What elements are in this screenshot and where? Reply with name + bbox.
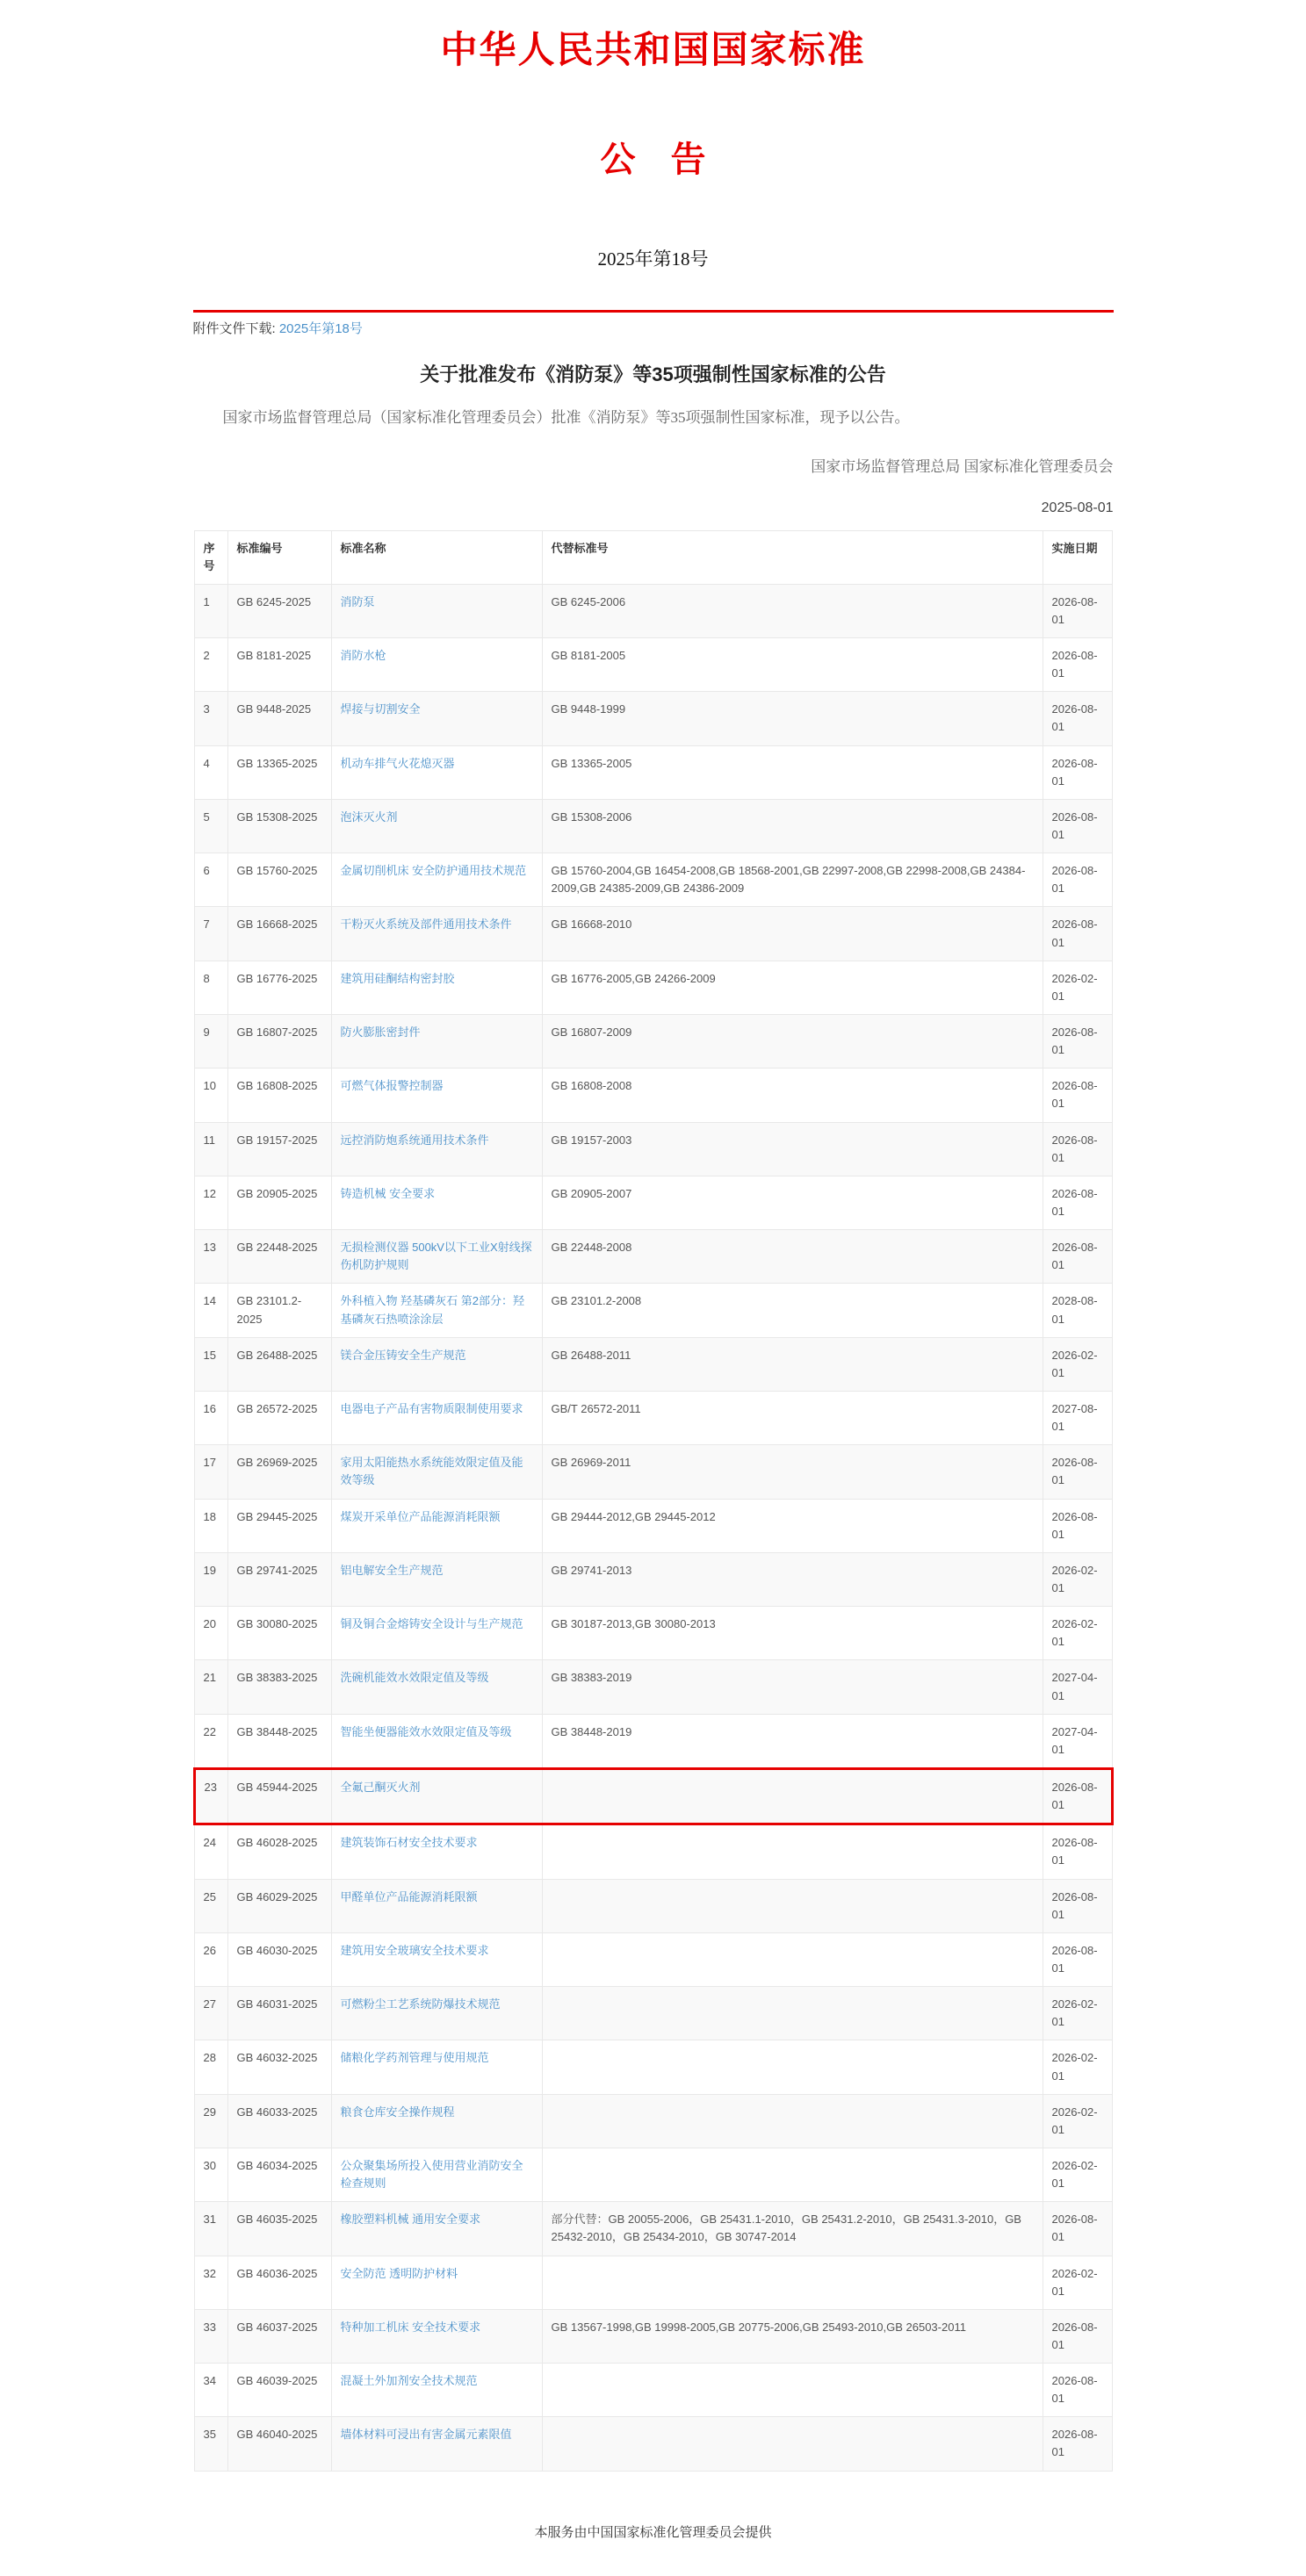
cell-seq: 32 <box>194 2256 227 2309</box>
table-row <box>194 1337 1112 1391</box>
cell-replaces: GB 8181-2005 <box>542 638 1043 692</box>
cell-date: 2026-02-01 <box>1043 2094 1112 2148</box>
cell-code: GB 46031-2025 <box>227 1987 331 2040</box>
cell-replaces: GB 15308-2006 <box>542 799 1043 853</box>
content-container <box>193 21 1114 2541</box>
table-row <box>194 1445 1112 1499</box>
table-row <box>194 961 1112 1014</box>
cell-seq: 4 <box>194 745 227 799</box>
cell-date: 2026-08-01 <box>1043 584 1112 637</box>
cell-seq: 6 <box>194 853 227 907</box>
cell-seq: 26 <box>194 1932 227 1986</box>
cell-seq: 9 <box>194 1015 227 1069</box>
cell-name <box>331 1552 542 1606</box>
cell-name <box>331 1015 542 1069</box>
table-row <box>194 638 1112 692</box>
standard-name-link[interactable]: 外科植入物 羟基磷灰石 第2部分：羟基磷灰石热喷涂涂层 <box>340 1294 524 1326</box>
cell-code: GB 38383-2025 <box>227 1660 331 1714</box>
standard-name-link[interactable]: 远控消防炮系统通用技术条件 <box>340 1133 489 1147</box>
table-row <box>194 1176 1112 1229</box>
cell-name <box>331 1122 542 1176</box>
cell-replaces: GB 13567-1998,GB 19998-2005,GB 20775-2006,GB 25493-2010,GB 26503-2011 <box>542 2309 1043 2363</box>
cell-date: 2026-08-01 <box>1043 1176 1112 1229</box>
cell-date: 2026-08-01 <box>1043 2202 1112 2256</box>
cell-code: GB 23101.2-2025 <box>227 1284 331 1337</box>
table-row <box>194 2040 1112 2094</box>
cell-date: 2026-02-01 <box>1043 1607 1112 1660</box>
cell-code: GB 15308-2025 <box>227 799 331 853</box>
cell-code: GB 6245-2025 <box>227 584 331 637</box>
standard-name-link[interactable]: 橡胶塑料机械 通用安全要求 <box>340 2213 481 2227</box>
cell-replaces: GB 16807-2009 <box>542 1015 1043 1069</box>
cell-date: 2026-08-01 <box>1043 1499 1112 1552</box>
cell-name <box>331 1824 542 1879</box>
cell-seq: 11 <box>194 1122 227 1176</box>
cell-code: GB 46037-2025 <box>227 2309 331 2363</box>
cell-replaces: 部分代替：GB 20055-2006，GB 25431.1-2010，GB 25431.2-2010，GB 25431.3-2010，GB 25432-2010，GB 25434-2010，GB 30747-2014 <box>542 2202 1043 2256</box>
table-row <box>194 584 1112 637</box>
cell-date: 2028-08-01 <box>1043 1284 1112 1337</box>
header-seq: 序号 <box>194 530 227 584</box>
cell-replaces <box>542 1879 1043 1932</box>
cell-replaces <box>542 1932 1043 1986</box>
standards-table-body <box>194 584 1112 2471</box>
cell-replaces <box>542 2094 1043 2148</box>
cell-code: GB 45944-2025 <box>227 1768 331 1824</box>
attachment-row <box>193 319 1114 337</box>
cell-name <box>331 1445 542 1499</box>
cell-name <box>331 1768 542 1824</box>
standard-name-link[interactable]: 可燃粉尘工艺系统防爆技术规范 <box>340 1997 501 2011</box>
table-row <box>194 2256 1112 2309</box>
standard-name-link[interactable]: 粮食仓库安全操作规程 <box>340 2105 455 2119</box>
cell-date: 2026-02-01 <box>1043 1337 1112 1391</box>
cell-seq: 33 <box>194 2309 227 2363</box>
cell-name <box>331 1932 542 1986</box>
cell-name <box>331 2417 542 2471</box>
cell-seq: 16 <box>194 1392 227 1445</box>
cell-code: GB 22448-2025 <box>227 1230 331 1284</box>
issue-number: 2025年第18号 <box>597 248 709 270</box>
cell-name <box>331 1176 542 1229</box>
cell-seq: 21 <box>194 1660 227 1714</box>
cell-date: 2026-08-01 <box>1043 1824 1112 1879</box>
cell-name <box>331 907 542 961</box>
standard-name-link[interactable]: 墙体材料可浸出有害金属元素限值 <box>340 2428 512 2442</box>
cell-name <box>331 1230 542 1284</box>
cell-seq: 19 <box>194 1552 227 1606</box>
cell-seq: 22 <box>194 1714 227 1768</box>
cell-date: 2026-08-01 <box>1043 2417 1112 2471</box>
cell-code: GB 8181-2025 <box>227 638 331 692</box>
standard-name-link[interactable]: 焊接与切割安全 <box>340 702 421 716</box>
table-row <box>194 1824 1112 1879</box>
cell-name <box>331 2094 542 2148</box>
standard-name-link[interactable]: 建筑用安全玻璃安全技术要求 <box>340 1943 489 1957</box>
cell-seq: 29 <box>194 2094 227 2148</box>
table-row <box>194 1879 1112 1932</box>
cell-seq: 12 <box>194 1176 227 1229</box>
cell-replaces: GB 38448-2019 <box>542 1714 1043 1768</box>
cell-code: GB 30080-2025 <box>227 1607 331 1660</box>
cell-name <box>331 692 542 745</box>
table-row <box>194 692 1112 745</box>
table-row <box>194 1230 1112 1284</box>
cell-code: GB 46030-2025 <box>227 1932 331 1986</box>
cell-name <box>331 1499 542 1552</box>
cell-code: GB 46036-2025 <box>227 2256 331 2309</box>
cell-seq: 10 <box>194 1069 227 1122</box>
standard-name-link[interactable]: 消防水枪 <box>340 649 386 663</box>
cell-date: 2026-08-01 <box>1043 692 1112 745</box>
standards-table <box>193 530 1114 2472</box>
table-row <box>194 1122 1112 1176</box>
cell-replaces <box>542 2148 1043 2201</box>
table-row <box>194 1607 1112 1660</box>
cell-replaces <box>542 1824 1043 1879</box>
standard-name-link[interactable]: 无损检测仪器 500kV以下工业X射线探伤机防护规则 <box>340 1241 532 1272</box>
cell-code: GB 16808-2025 <box>227 1069 331 1122</box>
cell-replaces: GB 29444-2012,GB 29445-2012 <box>542 1499 1043 1552</box>
table-row <box>194 1768 1112 1824</box>
cell-seq: 24 <box>194 1824 227 1879</box>
cell-seq: 8 <box>194 961 227 1014</box>
cell-replaces: GB 19157-2003 <box>542 1122 1043 1176</box>
cell-code: GB 46029-2025 <box>227 1879 331 1932</box>
cell-date: 2026-08-01 <box>1043 1879 1112 1932</box>
cell-seq: 25 <box>194 1879 227 1932</box>
notice-title: 关于批准发布《消防泵》等35项强制性国家标准的公告 <box>420 363 886 385</box>
table-header-row <box>194 530 1112 584</box>
attachment-link[interactable]: 2025年第18号 <box>278 321 363 336</box>
standard-name-link[interactable]: 公众聚集场所投入使用营业消防安全检查规则 <box>340 2158 523 2191</box>
cell-date: 2026-08-01 <box>1043 1015 1112 1069</box>
standard-name-link[interactable]: 铜及铜合金熔铸安全设计与生产规范 <box>340 1617 523 1631</box>
cell-name <box>331 2148 542 2201</box>
cell-date: 2026-02-01 <box>1043 1552 1112 1606</box>
standard-name-link[interactable]: 镁合金压铸安全生产规范 <box>340 1348 466 1362</box>
cell-replaces: GB 23101.2-2008 <box>542 1284 1043 1337</box>
table-row <box>194 907 1112 961</box>
cell-replaces <box>542 2364 1043 2417</box>
cell-code: GB 9448-2025 <box>227 692 331 745</box>
cell-name <box>331 2309 542 2363</box>
cell-name <box>331 1879 542 1932</box>
cell-name <box>331 638 542 692</box>
cell-code: GB 26969-2025 <box>227 1445 331 1499</box>
standard-name-link[interactable]: 建筑用硅酮结构密封胶 <box>340 971 455 985</box>
cell-replaces: GB 29741-2013 <box>542 1552 1043 1606</box>
cell-seq: 30 <box>194 2148 227 2201</box>
cell-name <box>331 1337 542 1391</box>
header-name: 标准名称 <box>331 530 542 584</box>
cell-seq: 31 <box>194 2202 227 2256</box>
cell-seq: 34 <box>194 2364 227 2417</box>
table-row <box>194 2309 1112 2363</box>
cell-code: GB 26572-2025 <box>227 1392 331 1445</box>
cell-name <box>331 745 542 799</box>
cell-name <box>331 1069 542 1122</box>
cell-date: 2026-08-01 <box>1043 1069 1112 1122</box>
cell-replaces <box>542 1768 1043 1824</box>
cell-replaces: GB/T 26572-2011 <box>542 1392 1043 1445</box>
table-row <box>194 745 1112 799</box>
footer-text: 本服务由中国国家标准化管理委员会提供 <box>534 2524 772 2540</box>
standard-name-link[interactable]: 可燃气体报警控制器 <box>340 1079 444 1093</box>
standard-name-link[interactable]: 金属切削机床 安全防护通用技术规范 <box>340 864 527 878</box>
table-row <box>194 2417 1112 2471</box>
cell-name <box>331 2040 542 2094</box>
table-row <box>194 1284 1112 1337</box>
cell-replaces: GB 6245-2006 <box>542 584 1043 637</box>
table-row <box>194 2364 1112 2417</box>
standard-name-link[interactable]: 防火膨胀密封件 <box>340 1025 421 1040</box>
standard-name-link[interactable]: 安全防范 透明防护材料 <box>340 2266 458 2280</box>
cell-replaces <box>542 2040 1043 2094</box>
cell-date: 2026-08-01 <box>1043 799 1112 853</box>
cell-seq: 15 <box>194 1337 227 1391</box>
standard-name-link[interactable]: 家用太阳能热水系统能效限定值及能效等级 <box>340 1456 523 1487</box>
table-row <box>194 853 1112 907</box>
cell-seq: 28 <box>194 2040 227 2094</box>
standard-name-link[interactable]: 全氟己酮灭火剂 <box>340 1780 421 1794</box>
cell-date: 2026-08-01 <box>1043 745 1112 799</box>
cell-seq: 23 <box>194 1768 227 1824</box>
standard-name-link[interactable]: 机动车排气火花熄灭器 <box>340 756 455 770</box>
header-replaces: 代替标准号 <box>542 530 1043 584</box>
cell-name <box>331 1987 542 2040</box>
header-date: 实施日期 <box>1043 530 1112 584</box>
cell-date: 2027-04-01 <box>1043 1714 1112 1768</box>
standard-name-link[interactable]: 电器电子产品有害物质限制使用要求 <box>340 1402 523 1415</box>
cell-code: GB 15760-2025 <box>227 853 331 907</box>
standard-name-link[interactable]: 煤炭开采单位产品能源消耗限额 <box>340 1509 501 1523</box>
cell-replaces: GB 15760-2004,GB 16454-2008,GB 18568-2001,GB 22997-2008,GB 22998-2008,GB 24384-2009,GB 24385-2009,GB 24386-2009 <box>542 853 1043 907</box>
cell-seq: 1 <box>194 584 227 637</box>
standard-name-link[interactable]: 智能坐便器能效水效限定值及等级 <box>340 1724 512 1738</box>
standard-name-link[interactable]: 储粮化学药剂管理与使用规范 <box>340 2051 489 2065</box>
cell-date: 2026-08-01 <box>1043 853 1112 907</box>
attachment-label: 附件文件下载: <box>192 321 276 336</box>
cell-seq: 35 <box>194 2417 227 2471</box>
cell-date: 2026-08-01 <box>1043 1932 1112 1986</box>
cell-seq: 27 <box>194 1987 227 2040</box>
cell-replaces: GB 16668-2010 <box>542 907 1043 961</box>
cell-date: 2026-08-01 <box>1043 1122 1112 1176</box>
cell-code: GB 38448-2025 <box>227 1714 331 1768</box>
cell-date: 2026-02-01 <box>1043 1987 1112 2040</box>
cell-code: GB 46032-2025 <box>227 2040 331 2094</box>
table-row <box>194 1392 1112 1445</box>
cell-name <box>331 1714 542 1768</box>
cell-seq: 7 <box>194 907 227 961</box>
cell-date: 2026-02-01 <box>1043 2148 1112 2201</box>
cell-code: GB 26488-2025 <box>227 1337 331 1391</box>
cell-date: 2026-08-01 <box>1043 1768 1112 1824</box>
cell-replaces <box>542 2417 1043 2471</box>
cell-name <box>331 853 542 907</box>
standard-name-link[interactable]: 铝电解安全生产规范 <box>340 1563 444 1577</box>
cell-date: 2026-08-01 <box>1043 1230 1112 1284</box>
issuing-authority: 国家市场监督管理总局 国家标准化管理委员会 <box>811 457 1114 475</box>
standard-name-link[interactable]: 建筑装饰石材安全技术要求 <box>340 1836 478 1850</box>
cell-replaces: GB 9448-1999 <box>542 692 1043 745</box>
cell-date: 2026-02-01 <box>1043 961 1112 1014</box>
cell-code: GB 29741-2025 <box>227 1552 331 1606</box>
cell-date: 2026-08-01 <box>1043 907 1112 961</box>
cell-name <box>331 584 542 637</box>
table-row <box>194 1660 1112 1714</box>
cell-code: GB 46028-2025 <box>227 1824 331 1879</box>
table-row <box>194 1552 1112 1606</box>
cell-name <box>331 1284 542 1337</box>
table-row <box>194 1499 1112 1552</box>
cell-name <box>331 1660 542 1714</box>
cell-date: 2026-08-01 <box>1043 1445 1112 1499</box>
cell-code: GB 16807-2025 <box>227 1015 331 1069</box>
table-row <box>194 799 1112 853</box>
cell-date: 2027-04-01 <box>1043 1660 1112 1714</box>
notice-body: 国家市场监督管理总局（国家标准化管理委员会）批准《消防泵》等35项强制性国家标准，现予以公告。 <box>222 409 910 426</box>
table-row <box>194 2202 1112 2256</box>
standard-name-link[interactable]: 消防泵 <box>340 594 375 608</box>
cell-replaces: GB 16776-2005,GB 24266-2009 <box>542 961 1043 1014</box>
cell-name <box>331 961 542 1014</box>
table-row <box>194 1714 1112 1768</box>
table-row <box>194 1069 1112 1122</box>
cell-seq: 14 <box>194 1284 227 1337</box>
document-subtitle: 公 告 <box>600 140 706 179</box>
cell-code: GB 19157-2025 <box>227 1122 331 1176</box>
standard-name-link[interactable]: 特种加工机床 安全技术要求 <box>340 2320 481 2334</box>
red-divider-line <box>193 310 1114 313</box>
cell-replaces <box>542 1987 1043 2040</box>
cell-name <box>331 2256 542 2309</box>
cell-date: 2026-02-01 <box>1043 2256 1112 2309</box>
cell-code: GB 20905-2025 <box>227 1176 331 1229</box>
cell-seq: 5 <box>194 799 227 853</box>
cell-code: GB 16668-2025 <box>227 907 331 961</box>
table-row <box>194 2148 1112 2201</box>
cell-seq: 13 <box>194 1230 227 1284</box>
document-title: 中华人民共和国国家标准 <box>440 31 866 71</box>
cell-replaces: GB 16808-2008 <box>542 1069 1043 1122</box>
header-code: 标准编号 <box>227 530 331 584</box>
standard-name-link[interactable]: 泡沫灭火剂 <box>340 809 398 824</box>
table-row <box>194 1987 1112 2040</box>
cell-replaces: GB 30187-2013,GB 30080-2013 <box>542 1607 1043 1660</box>
cell-name <box>331 1392 542 1445</box>
cell-replaces <box>542 2256 1043 2309</box>
cell-code: GB 46033-2025 <box>227 2094 331 2148</box>
table-row <box>194 1932 1112 1986</box>
standard-name-link[interactable]: 甲醛单位产品能源消耗限额 <box>340 1889 478 1903</box>
cell-replaces: GB 20905-2007 <box>542 1176 1043 1229</box>
cell-date: 2026-08-01 <box>1043 638 1112 692</box>
cell-seq: 17 <box>194 1445 227 1499</box>
cell-seq: 18 <box>194 1499 227 1552</box>
cell-replaces: GB 26488-2011 <box>542 1337 1043 1391</box>
cell-code: GB 13365-2025 <box>227 745 331 799</box>
cell-name <box>331 1607 542 1660</box>
standard-name-link[interactable]: 干粉灭火系统及部件通用技术条件 <box>340 917 512 932</box>
cell-name <box>331 2202 542 2256</box>
cell-date: 2026-08-01 <box>1043 2309 1112 2363</box>
cell-code: GB 29445-2025 <box>227 1499 331 1552</box>
cell-name <box>331 2364 542 2417</box>
issue-date: 2025-08-01 <box>1041 500 1114 515</box>
standard-name-link[interactable]: 混凝土外加剂安全技术规范 <box>340 2374 478 2388</box>
cell-code: GB 16776-2025 <box>227 961 331 1014</box>
cell-seq: 3 <box>194 692 227 745</box>
cell-seq: 2 <box>194 638 227 692</box>
cell-code: GB 46034-2025 <box>227 2148 331 2201</box>
standard-name-link[interactable]: 铸造机械 安全要求 <box>340 1186 436 1200</box>
cell-replaces: GB 13365-2005 <box>542 745 1043 799</box>
cell-seq: 20 <box>194 1607 227 1660</box>
table-row <box>194 2094 1112 2148</box>
cell-replaces: GB 22448-2008 <box>542 1230 1043 1284</box>
table-row <box>194 1015 1112 1069</box>
standard-name-link[interactable]: 洗碗机能效水效限定值及等级 <box>340 1671 489 1685</box>
cell-date: 2027-08-01 <box>1043 1392 1112 1445</box>
cell-replaces: GB 38383-2019 <box>542 1660 1043 1714</box>
cell-code: GB 46039-2025 <box>227 2364 331 2417</box>
cell-code: GB 46035-2025 <box>227 2202 331 2256</box>
cell-replaces: GB 26969-2011 <box>542 1445 1043 1499</box>
cell-code: GB 46040-2025 <box>227 2417 331 2471</box>
cell-name <box>331 799 542 853</box>
cell-date: 2026-02-01 <box>1043 2040 1112 2094</box>
cell-date: 2026-08-01 <box>1043 2364 1112 2417</box>
